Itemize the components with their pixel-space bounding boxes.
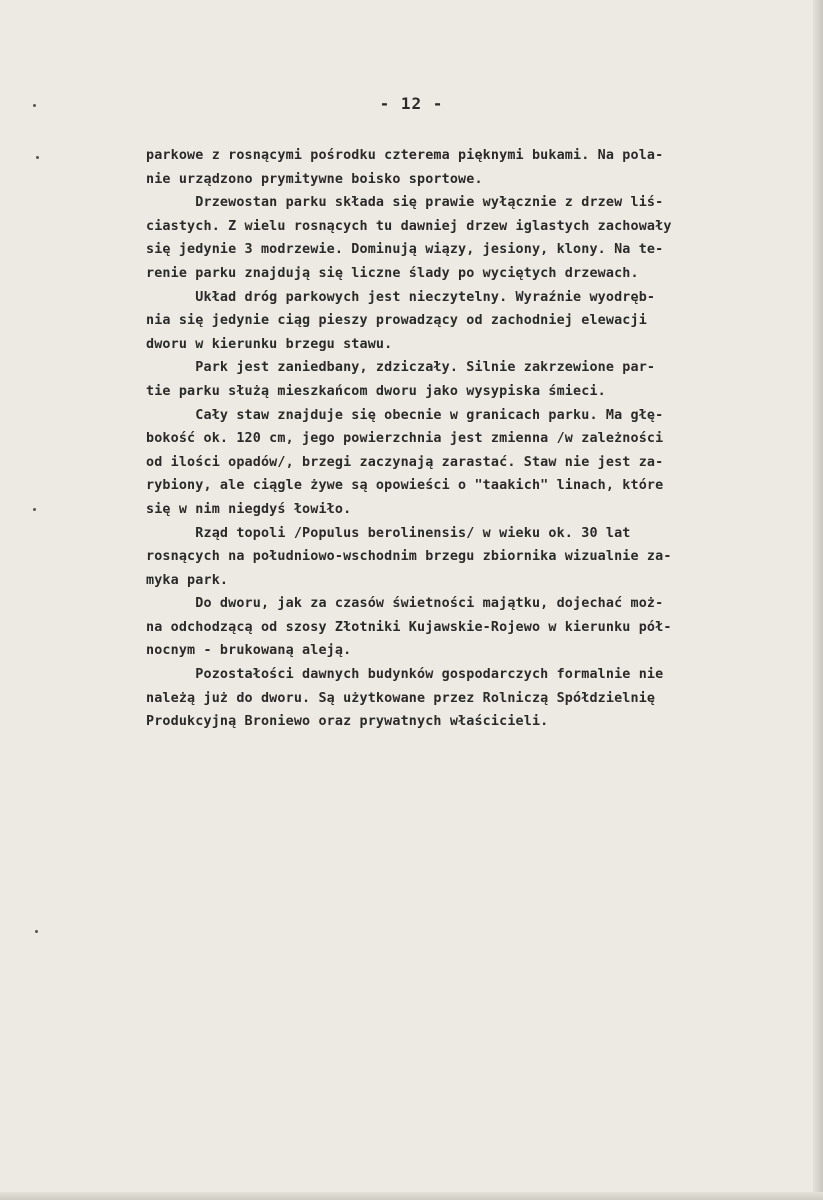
text-line: Do dworu, jak za czasów świetności majątku, dojechać moż- xyxy=(146,596,664,612)
text-line: należą już do dworu. Są użytkowane przez Rolniczą Spółdzielnię xyxy=(146,690,656,706)
text-line: parkowe z rosnącymi pośrodku czterema pięknymi bukami. Na pola- xyxy=(146,148,664,163)
text-line: bokość ok. 120 cm, jego powierzchnia jest zmienna /w zależności xyxy=(146,431,664,447)
page-number: - 12 - xyxy=(379,94,444,113)
text-line: nia się jedynie ciąg pieszy prowadzący od zachodniej elewacji xyxy=(146,313,647,329)
text-line: rosnących na południowo-wschodnim brzegu zbiornika wizualnie za- xyxy=(146,549,672,565)
body-text xyxy=(146,144,786,734)
text-line: tie parku służą mieszkańcom dworu jako wysypiska śmieci. xyxy=(146,383,606,399)
text-line: ciastych. Z wielu rosnących tu dawniej drzew iglastych zachowały xyxy=(146,218,672,234)
text-line: od ilości opadów/, brzegi zaczynają zarastać. Staw nie jest za- xyxy=(146,454,664,470)
text-line: Pozostałości dawnych budynków gospodarczych formalnie nie xyxy=(146,667,664,683)
text-line: myka park. xyxy=(146,572,229,588)
text-line: Drzewostan parku składa się prawie wyłącznie z drzew liś- xyxy=(146,195,664,211)
margin-mark xyxy=(33,508,36,511)
text-line: Produkcyjną Broniewo oraz prywatnych właścicieli. xyxy=(146,714,549,730)
text-line: Układ dróg parkowych jest nieczytelny. Wyraźnie wyodręb- xyxy=(146,289,656,305)
margin-mark xyxy=(36,156,39,159)
text-line: nie urządzono prymitywne boisko sportowe. xyxy=(146,171,483,187)
page-edge-bottom xyxy=(0,1192,823,1200)
text-line: się jedynie 3 modrzewie. Dominują wiązy, jesiony, klony. Na te- xyxy=(146,242,664,258)
margin-mark xyxy=(35,930,38,933)
text-line: Rząd topoli /Populus berolinensis/ w wieku ok. 30 lat xyxy=(146,525,631,541)
text-line: dworu w kierunku brzegu stawu. xyxy=(146,336,393,352)
text-line: Cały staw znajduje się obecnie w granicach parku. Ma głę- xyxy=(146,407,664,423)
page-edge-right xyxy=(813,0,823,1200)
text-line: rybiony, ale ciągle żywe są opowieści o "taakich" linach, które xyxy=(146,478,664,494)
text-line: Park jest zaniedbany, zdziczały. Silnie zakrzewione par- xyxy=(146,360,656,376)
text-line: na odchodzącą od szosy Złotniki Kujawskie-Rojewo w kierunku pół- xyxy=(146,619,672,635)
text-line: się w nim niegdyś łowiło. xyxy=(146,501,352,517)
text-line: renie parku znajdują się liczne ślady po wyciętych drzewach. xyxy=(146,265,639,281)
text-line: nocnym - brukowaną aleją. xyxy=(146,643,352,659)
margin-mark xyxy=(33,104,36,107)
